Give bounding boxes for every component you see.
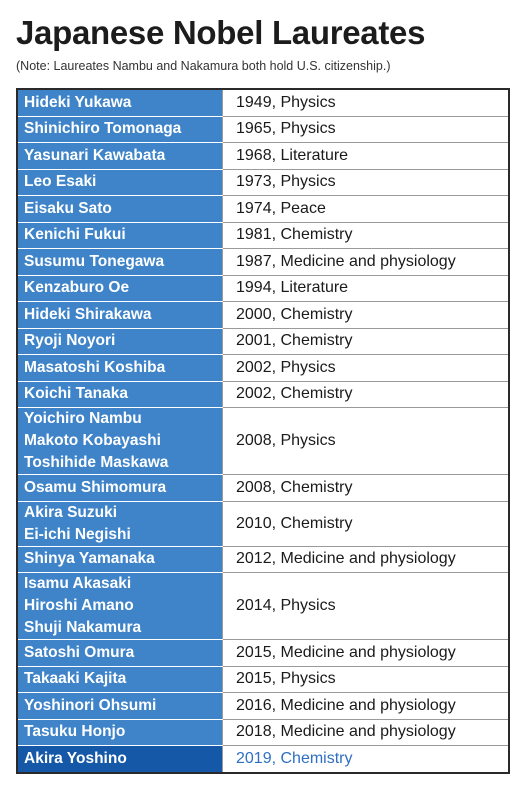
year-field-cell: 1965, Physics bbox=[223, 116, 509, 143]
laureate-name: Masatoshi Koshiba bbox=[24, 358, 166, 376]
table-row bbox=[18, 328, 508, 355]
table-row bbox=[18, 693, 508, 720]
laureate-names-cell bbox=[18, 143, 223, 170]
year-field-cell: 2002, Physics bbox=[223, 355, 509, 382]
laureate-name: Isamu Akasaki bbox=[24, 575, 132, 592]
table-row bbox=[18, 355, 508, 382]
laureate-names-cell bbox=[18, 222, 223, 249]
laureate-name: Leo Esaki bbox=[24, 173, 97, 191]
table-row bbox=[18, 573, 508, 640]
laureate-names-cell bbox=[18, 408, 223, 475]
table-row bbox=[18, 302, 508, 329]
laureate-names-cell bbox=[18, 355, 223, 382]
laureate-name: Kenzaburo Oe bbox=[24, 279, 130, 297]
laureate-names-cell bbox=[18, 546, 223, 573]
laureate-names-cell bbox=[18, 640, 223, 667]
year-field-cell: 1974, Peace bbox=[223, 196, 509, 223]
table-row bbox=[18, 746, 508, 772]
table-row bbox=[18, 90, 508, 116]
laureate-name: Akira Suzuki bbox=[24, 503, 118, 521]
laureate-name: Makoto Kobayashi bbox=[24, 432, 161, 449]
year-field-cell: 1973, Physics bbox=[223, 169, 509, 196]
laureate-name: Osamu Shimomura bbox=[24, 478, 167, 496]
table-row bbox=[18, 719, 508, 746]
laureates-table-container bbox=[16, 88, 510, 774]
laureate-name: Yasunari Kawabata bbox=[24, 146, 166, 164]
table-row bbox=[18, 196, 508, 223]
laureate-name: Toshihide Maskawa bbox=[24, 454, 169, 471]
table-row bbox=[18, 143, 508, 170]
laureate-names-cell bbox=[18, 196, 223, 223]
laureate-name: Ei-ichi Negishi bbox=[24, 525, 131, 543]
year-field-cell: 2015, Physics bbox=[223, 666, 509, 693]
year-field-cell: 2014, Physics bbox=[223, 573, 509, 640]
table-row bbox=[18, 116, 508, 143]
laureate-names-cell bbox=[18, 719, 223, 746]
year-field-cell: 2008, Chemistry bbox=[223, 475, 509, 502]
laureate-names-cell bbox=[18, 302, 223, 329]
laureate-name: Hiroshi Amano bbox=[24, 597, 134, 614]
year-field-cell: 2019, Chemistry bbox=[223, 746, 509, 772]
year-field-cell: 2018, Medicine and physiology bbox=[223, 719, 509, 746]
laureate-name: Takaaki Kajita bbox=[24, 670, 127, 688]
table-row bbox=[18, 249, 508, 276]
table-row bbox=[18, 275, 508, 302]
laureate-name: Susumu Tonegawa bbox=[24, 252, 165, 270]
laureates-table bbox=[18, 90, 508, 772]
laureate-name: Ryoji Noyori bbox=[24, 332, 116, 350]
laureates-table-body bbox=[18, 90, 508, 772]
table-row bbox=[18, 475, 508, 502]
year-field-cell: 2012, Medicine and physiology bbox=[223, 546, 509, 573]
table-row bbox=[18, 546, 508, 573]
laureate-name: Hideki Shirakawa bbox=[24, 305, 152, 323]
laureate-name: Shinya Yamanaka bbox=[24, 550, 155, 568]
page-title: Japanese Nobel Laureates bbox=[16, 14, 426, 51]
table-row bbox=[18, 381, 508, 408]
laureate-names-cell bbox=[18, 475, 223, 502]
laureate-name: Koichi Tanaka bbox=[24, 385, 128, 403]
year-field-cell: 1949, Physics bbox=[223, 90, 509, 116]
laureate-name: Yoshinori Ohsumi bbox=[24, 696, 157, 714]
laureate-names-cell bbox=[18, 169, 223, 196]
year-field-cell: 2002, Chemistry bbox=[223, 381, 509, 408]
table-row bbox=[18, 408, 508, 475]
laureate-name: Yoichiro Nambu bbox=[24, 410, 142, 427]
laureate-name: Tasuku Honjo bbox=[24, 723, 126, 741]
laureate-names-cell bbox=[18, 666, 223, 693]
year-field-cell: 2001, Chemistry bbox=[223, 328, 509, 355]
laureate-names-cell bbox=[18, 746, 223, 772]
year-field-cell: 2016, Medicine and physiology bbox=[223, 693, 509, 720]
laureate-name: Kenichi Fukui bbox=[24, 226, 126, 244]
table-row bbox=[18, 169, 508, 196]
laureate-names-cell bbox=[18, 328, 223, 355]
table-row bbox=[18, 666, 508, 693]
year-field-cell: 1987, Medicine and physiology bbox=[223, 249, 509, 276]
year-field-cell: 1994, Literature bbox=[223, 275, 509, 302]
year-field-cell: 1968, Literature bbox=[223, 143, 509, 170]
laureate-names-cell bbox=[18, 275, 223, 302]
laureate-name: Eisaku Sato bbox=[24, 199, 112, 217]
year-field-cell: 2008, Physics bbox=[223, 408, 509, 475]
year-field-cell: 1981, Chemistry bbox=[223, 222, 509, 249]
laureate-names-cell bbox=[18, 90, 223, 116]
laureate-name: Shuji Nakamura bbox=[24, 619, 142, 636]
laureate-names-cell bbox=[18, 501, 223, 546]
laureate-name: Hideki Yukawa bbox=[24, 93, 132, 111]
table-row bbox=[18, 501, 508, 546]
year-field-cell: 2010, Chemistry bbox=[223, 501, 509, 546]
laureate-name: Satoshi Omura bbox=[24, 643, 135, 661]
laureate-names-cell bbox=[18, 249, 223, 276]
year-field-cell: 2015, Medicine and physiology bbox=[223, 640, 509, 667]
citizenship-note: (Note: Laureates Nambu and Nakamura both hold U.S. citizenship.) bbox=[16, 59, 391, 73]
laureate-names-cell bbox=[18, 116, 223, 143]
year-field-cell: 2000, Chemistry bbox=[223, 302, 509, 329]
laureate-name: Akira Yoshino bbox=[24, 749, 127, 767]
laureate-name: Shinichiro Tomonaga bbox=[24, 120, 182, 138]
laureate-names-cell bbox=[18, 573, 223, 640]
laureate-names-cell bbox=[18, 693, 223, 720]
table-row bbox=[18, 222, 508, 249]
laureate-names-cell bbox=[18, 381, 223, 408]
table-row bbox=[18, 640, 508, 667]
